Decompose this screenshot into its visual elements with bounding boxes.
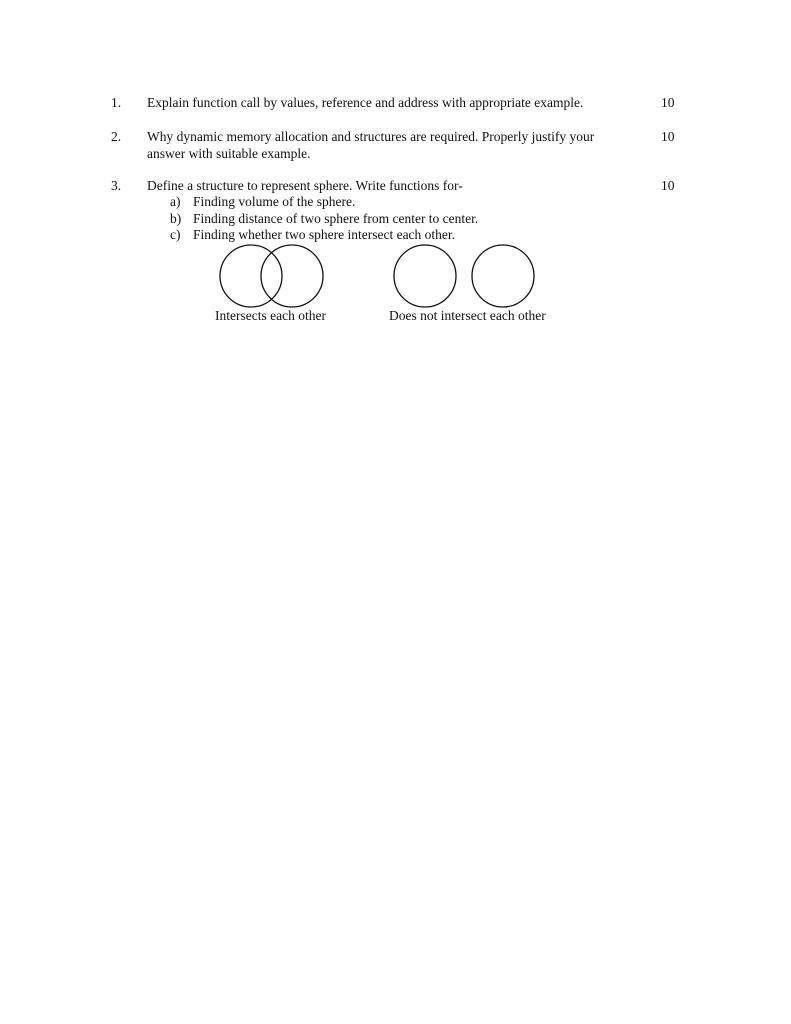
question-marks: 10 [661,178,675,193]
question-number: 3. [111,178,122,193]
subpart-c [170,226,478,243]
question-text: Why dynamic memory allocation and structures are required. Properly justify your answer with suitable example. [147,129,595,161]
subpart-letter: a) [170,194,181,209]
intersecting-circle-right [261,245,323,307]
subpart-b [170,210,478,227]
separate-circle-left [394,245,456,307]
question-number: 1. [111,95,122,110]
subpart-text: Finding volume of the sphere. [193,194,356,209]
subpart-letter: b) [170,210,182,226]
question-text: Explain function call by values, reference and address with appropriate example. [147,95,584,110]
subpart-a [170,193,478,210]
sphere-diagram [0,0,791,340]
caption-does-not-intersect: Does not intersect each other [389,308,546,323]
separate-circle-right [472,245,534,307]
intersecting-circle-left [220,245,282,307]
subpart-text: Finding whether two sphere intersect each other. [193,227,456,242]
question-marks: 10 [661,95,675,110]
subpart-letter: c) [170,227,181,242]
question-marks: 10 [661,129,675,144]
question-text: Define a structure to represent sphere. Write functions for- [147,178,463,193]
question-number: 2. [111,129,122,144]
subpart-list [170,193,478,243]
caption-intersects: Intersects each other [215,308,326,323]
subpart-text: Finding distance of two sphere from center to center. [193,210,479,226]
